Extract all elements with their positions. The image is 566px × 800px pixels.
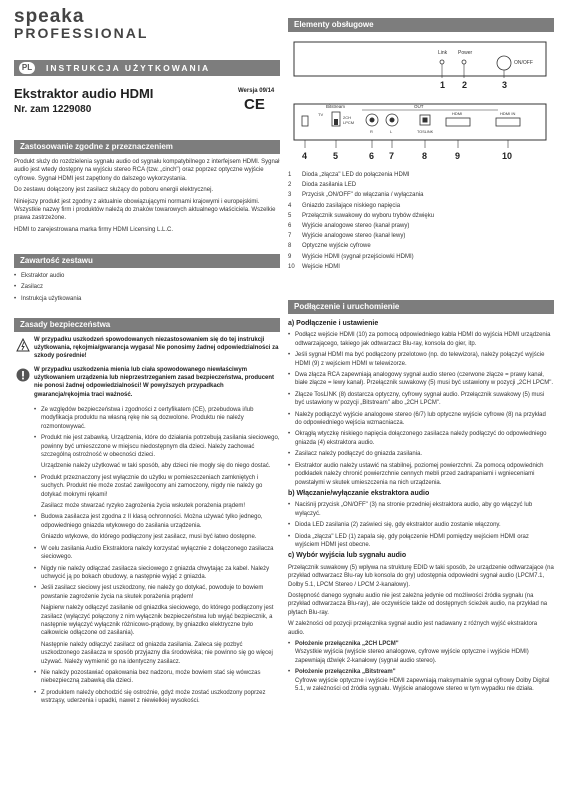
language-code-badge: PL — [19, 62, 35, 74]
ce-mark-icon: CE — [244, 96, 265, 113]
callout-number: 10 — [502, 151, 513, 161]
section-header-connect: Podłączenie i uruchomienie — [288, 300, 554, 314]
list-item-text: Gniazdo zasilające niskiego napięcia — [302, 202, 401, 209]
section-header-package: Zawartość zestawu — [14, 254, 280, 268]
list-item: • Dioda „złącza" LED (1) zapala się, gdy połączenie HDMI pomiędzy wejściem HDMI oraz wyjściem HDMI jest obecne. — [288, 533, 554, 550]
list-item — [288, 252, 554, 262]
list-item: • Ekstraktor audio — [14, 272, 280, 280]
list-item-number: 7 — [288, 233, 292, 240]
list-item-number: 2 — [288, 182, 292, 189]
list-item-text: Urządzenie należy użytkować w taki sposób, aby dzieci nie mogły się do niego dostać. — [41, 463, 271, 470]
list-item-text: Zasilacz może stwarzać ryzyko zagrożenia życia wskutek porażenia prądem! — [41, 503, 246, 510]
safety-list — [34, 406, 280, 709]
list-item: • Z produktem należy obchodzić się ostrożnie, gdyż może zostać uszkodzony poprzez wstrząsy, uderzenia i upadki, nawet z niewielkiej wysokości. — [34, 689, 280, 706]
package-list — [14, 272, 280, 306]
list-item: • Nie należy pozostawiać opakowania bez nadzoru, może bowiem stać się wówczas niebezpieczną zabawką dla dzieci. — [34, 669, 280, 686]
section-header-controls: Elementy obsługowe — [288, 18, 554, 32]
callout-number: 9 — [455, 151, 461, 161]
brand-sub: PROFESSIONAL — [14, 25, 149, 41]
list-item — [34, 462, 280, 470]
link-label: Link — [438, 50, 448, 56]
brand-name: speaka — [14, 6, 85, 27]
list-item-text: Dioda „złącza" LED do połączenia HDMI — [302, 172, 410, 178]
list-item: • Budowa zasilacza jest zgodna z II klasą ochronności. Można używać tylko jednego, odpowiedniego gniazda wtykowego do zasilania urządzenia. — [34, 513, 280, 530]
list-item-number: 1 — [288, 172, 292, 178]
controls-list — [288, 170, 554, 272]
list-item-text: Wszystkie wyjścia (wyjście stereo analogowe, cyfrowe wyjście optyczne i wyjście HDMI) zapewniają dźwięk 2-kanałowy (sygnał audio stereo). — [295, 649, 529, 664]
callout-number: 5 — [333, 151, 339, 161]
list-item-number: 6 — [288, 223, 292, 230]
subsection-a-title: a) Podłączenie i ustawienie — [288, 320, 379, 327]
electric-warning-icon — [16, 338, 30, 352]
callout-number: 2 — [462, 80, 468, 90]
list-item-text: Dioda zasilania LED — [302, 182, 357, 189]
subsection-c-title: c) Wybór wyjścia lub sygnału audio — [288, 552, 407, 560]
lpcm-label: LPCM — [343, 120, 355, 125]
list-item: • Produkt przeznaczony jest wyłącznie do użytku w pomieszczeniach zamkniętych i suchych. Produkt nie może zostać zawilgocony ani zamoczony, nigdy nie należy go dotykać mokrymi rękami! — [34, 474, 280, 499]
brand-logo — [14, 8, 148, 40]
list-item-text: Optyczne wyjście cyfrowe — [302, 243, 371, 250]
list-item — [288, 241, 554, 251]
connect-text — [288, 318, 554, 696]
list-item — [34, 533, 280, 541]
list-item: • Ze względów bezpieczeństwa i zgodności z certyfikatem (CE), przebudowa i/lub modyfikacja produktu na własną rękę nie są dozwolone. Produktu nie należy rozmontowywać. — [34, 406, 280, 431]
hdmi-in-label: HDMI IN — [500, 111, 516, 116]
bitstream-label: Bitstream — [326, 104, 346, 109]
list-item: • Jeśli sygnał HDMI ma być podłączony przelotowo (np. do telewizora), należy połączyć wyjście HDMI (9) z wejściem HDMI w telewizorze. — [288, 351, 554, 368]
list-item — [34, 641, 280, 666]
list-item-text: Cyfrowe wyjście optyczne i wyjście HDMI zapewniają maksymalnie sygnał cyfrowy Dolby Digital 5.1, w zależności od źródła sygnału. Wyjście analogowe stereo w tym wypadku nie działa. — [295, 677, 550, 693]
list-item — [288, 221, 554, 231]
subsection-b-title: b) Włączanie/wyłączanie ekstraktora audio — [288, 489, 430, 497]
callout-number: 8 — [422, 151, 428, 161]
list-item-number: 8 — [288, 243, 292, 250]
list-item-number: 9 — [288, 253, 292, 260]
list-item-heading: Położenie przełącznika „Bitstream" — [295, 669, 396, 676]
version-label: Wersja 09/14 — [238, 88, 275, 94]
list-item-text: Gniazdo wtykowe, do którego podłączony jest zasilacz, musi być łatwo dostępne. — [41, 534, 257, 541]
hdmi-out-label: HDMI — [452, 111, 463, 116]
list-item — [34, 604, 280, 638]
paragraph: Dostępność danego sygnału audio nie jest zależna jedynie od możliwości źródła sygnału (na przykład odtwarzacza Blu-ray), ale oczywiście także od dostępnych ścieżek audio, na przykład na płytach Blu-ray. — [288, 592, 548, 616]
usage-text — [14, 158, 280, 237]
link-led-icon — [440, 60, 444, 64]
list-item: • Zasilacz należy podłączyć do gniazda zasilania. — [288, 450, 554, 458]
section-header-safety: Zasady bezpieczeństwa — [14, 318, 280, 332]
product-title: Ekstraktor audio HDMI — [14, 86, 154, 101]
list-item: • W celu zasilania Audio Ekstraktora należy korzystać wyłącznie z dołączonego zasilacza sieciowego. — [34, 545, 280, 562]
list-item: • Ekstraktor audio należy ustawić na stabilnej, poziomej powierzchni. Za pomocą odpowiednich podkładek należy chronić powierzchnie cennych mebli przed zadrapaniami i wgnieceniami powstałymi w skutek umieszczenia na nich urządzenia. — [288, 462, 554, 487]
dc-jack-icon — [302, 116, 308, 126]
list-item — [288, 190, 554, 200]
list-item: • Jeśli zasilacz sieciowy jest uszkodzony, nie należy go dotykać, powoduje to bowiem powstanie zagrożenie życia na skutek porażenia prądem! — [34, 584, 280, 601]
exclamation-warning-icon — [16, 368, 30, 382]
list-item — [288, 640, 554, 665]
list-item — [288, 231, 554, 241]
list-item-text: Przycisk „ON/OFF" do włączania / wyłączania — [302, 192, 424, 199]
list-item: • Dwa złącza RCA zapewniają analogowy sygnał audio stereo (czerwone złącze = prawy kanał, białe złącze = lewy kanał). Przełącznik suwakowy (5) musi być ustawiony w pozycji „2CH LPCM". — [288, 371, 554, 388]
list-item-text: Wejście HDMI — [302, 263, 340, 270]
item-number: Nr. zam 1229080 — [14, 104, 92, 115]
usage-paragraph: Niniejszy produkt jest zgodny z aktualnie obowiązującymi normami krajowymi i europejskimi. Wszystkie nazwy firm i produktów należą do znaków towarowych aktualnego właściciela. Wszelkie prawa zastrzeżone. — [14, 198, 276, 222]
hdmi-out-port-icon — [446, 118, 470, 126]
callout-number: 1 — [440, 80, 446, 90]
list-item: • Dioda LED zasilania (2) zaświeci się, gdy ekstraktor audio zostanie włączony. — [288, 521, 554, 529]
list-item — [288, 211, 554, 221]
list-item: • Nigdy nie należy odłączać zasilacza sieciowego z gniazda chwytając za kabel. Należy uchwycić ją po bokach obudowy, a następnie wyjąć z gniazda. — [34, 565, 280, 582]
list-item — [288, 201, 554, 211]
tv-label: TV — [318, 112, 324, 117]
list-item-number: 4 — [288, 202, 292, 209]
list-item — [34, 502, 280, 510]
list-item-text: Następnie należy odłączyć zasilacz od gniazda zasilania. Zaleca się pozbyć uszkodzonego zasilacza w sposób przyjazny dla środowiska; nie powinno się go więcej używać. Należy wymienić go na identyczny zasilacz. — [41, 641, 273, 665]
power-label: Power — [458, 50, 473, 56]
list-item-text: Wyjście HDMI (sygnał przejściowki HDMI) — [302, 253, 414, 260]
usage-paragraph: HDMI to zarejestrowana marka firmy HDMI Licensing L.L.C. — [14, 226, 174, 233]
callout-number: 3 — [502, 80, 508, 90]
2ch-label: 2CH — [343, 115, 352, 120]
list-item: • Zasilacz — [14, 283, 280, 291]
list-item: • Naciśnij przycisk „ON/OFF" (3) na stronie przedniej ekstraktora audio, aby go włączyć lub wyłączyć. — [288, 501, 554, 518]
list-item-text: Wyjście analogowe stereo (kanał prawy) — [302, 223, 410, 230]
paragraph: W zależności od pozycji przełącznika sygnał audio jest nadawany z różnych wyjść ekstraktora audio. — [288, 621, 538, 636]
callout-number: 6 — [369, 151, 375, 161]
paragraph: Przełącznik suwakowy (5) wpływa na strukturę EDID w taki sposób, że urządzenie odtwarzające (na przykład odtwarzacz Blu-ray lub konsola do gry) udostępnia odpowiedni sygnał audio (LPCM7.1, Dolby 5.1, LPCM Stereo / LPCM 2-kanałowy). — [288, 564, 554, 588]
list-item: • Okrągłą wtyczkę niskiego napięcia dołączonego zasilacza należy podłączyć do odpowiedniego gniazda (4) ekstraktora audio. — [288, 430, 554, 447]
list-item — [288, 668, 554, 693]
list-item-number: 5 — [288, 212, 292, 219]
power-led-icon — [462, 60, 466, 64]
warning-text-1: W przypadku uszkodzeń spowodowanych niezastosowaniem się do tej instrukcji użytkowania, rękojmia/gwarancja wygasa! Nie ponosimy żadnej odpowiedzialności za szkody pośrednie! — [34, 337, 279, 360]
list-item-number: 10 — [288, 263, 295, 270]
r-label: R — [370, 129, 373, 134]
list-item-text: Najpierw należy odłączyć zasilanie od gniazdka sieciowego, do którego podłączony jest zasilacz (wyłączyć połączony z nim wyłącznik bezpieczeństwa lub wyjąć bezpiecznik, a następnie wyłączyć wyłącznik różnicowo-prądowy, by gniazdko elektryczne było całkowicie odłączone od zasilania). — [41, 605, 274, 637]
list-item: • Instrukcja użytkowania — [14, 295, 280, 303]
slide-switch-knob — [334, 119, 338, 125]
list-item: • Produkt nie jest zabawką. Urządzenia, które do działania potrzebują zasilania sieciowego, powinny być umieszczone w miejscu niedostępnym dla dzieci. Należy zachować szczególną ostrożność w obecności dzieci. — [34, 434, 280, 459]
callout-number: 4 — [302, 151, 308, 161]
list-item-text: Wyjście analogowe stereo (kanał lewy) — [302, 233, 406, 240]
hdmi-in-port-icon — [496, 118, 520, 126]
list-item — [288, 262, 554, 272]
list-item: • Należy podłączyć wyjście analogowe stereo (6/7) lub optyczne wyjście cyfrowe (8) na przykład do odpowiedniego wejścia wzmacniacza. — [288, 411, 554, 428]
list-item: • Podłącz wejście HDMI (10) za pomocą odpowiedniego kabla HDMI do wyjścia HDMI urządzenia odtwarzającego, takiego jak odtwarzacz Blu-ray, konsola do gier, itp. — [288, 331, 554, 348]
list-item-text: Przełącznik suwakowy do wyboru trybów dźwięku — [302, 212, 435, 219]
usage-paragraph: Do zestawu dołączony jest zasilacz służący do poboru energii elektrycznej. — [14, 187, 214, 194]
out-label: OUT — [414, 104, 424, 109]
onoff-label: ON/OFF — [514, 60, 533, 66]
usage-paragraph: Produkt służy do rozdzielenia sygnału audio od sygnału kompatybilnego z interfejsem HDMI. Sygnał audio jest wtedy dostępny na wyjściu stereo RCA (tzw. „cinch") oraz poprzez optyczne wyjście cyfrowe. Sygnał HDMI jest zapętlony do dalszego wykorzystania. — [14, 159, 280, 182]
list-item — [288, 170, 554, 180]
language-header: INSTRUKCJA UŻYTKOWANIA — [46, 63, 211, 73]
device-diagram — [288, 36, 554, 164]
section-header-usage: Zastosowanie zgodne z przeznaczeniem — [14, 140, 280, 154]
toslink-label: TOSLINK — [417, 130, 434, 134]
language-bar — [14, 60, 280, 76]
list-item — [288, 180, 554, 190]
l-label: L — [390, 129, 393, 134]
list-item: • Złącze TosLINK (8) dostarcza optyczny, cyfrowy sygnał audio. Przełącznik suwakowy (5) musi być ustawiony w pozycji „Bitstream" albo „2CH LPCM". — [288, 391, 554, 408]
list-item-number: 3 — [288, 192, 292, 199]
callout-number: 7 — [389, 151, 395, 161]
list-item-heading: Położenie przełącznika „2CH LPCM" — [295, 641, 399, 647]
onoff-button-icon — [497, 56, 511, 70]
warning-text-2: W przypadku uszkodzenia mienia lub ciała spowodowanego niewłaściwym użytkowaniem urządzenia lub nieprzestrzeganiem zasad bezpieczeństwa, producent nie ponosi żadnej odpowiedzialności! W powyższych przypadkach gwarancja/rękojmia traci ważność. — [34, 367, 275, 398]
